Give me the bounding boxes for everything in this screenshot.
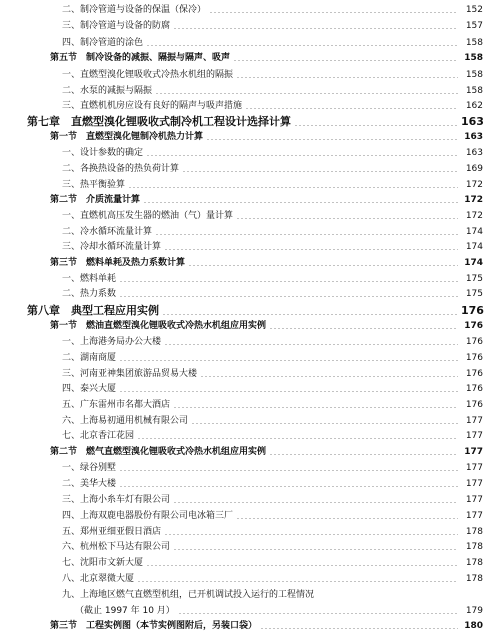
toc-entry[interactable] [62,352,483,364]
toc-entry[interactable] [62,85,483,97]
toc-dot-leader [188,265,458,266]
toc-dot-leader [260,628,458,629]
toc-dot-leader [269,454,458,455]
toc-entry-title: 二、湖南商厦 [62,353,117,363]
toc-page-number: 162 [465,101,483,111]
toc-dot-leader [236,218,458,219]
toc-page-number: 178 [465,558,483,568]
toc-entry-title: 二、各换热设备的热负荷计算 [62,164,180,174]
toc-dot-leader [119,296,458,297]
toc-dot-leader [128,187,458,188]
toc-entry[interactable] [62,241,483,253]
toc-entry[interactable] [62,147,483,159]
toc-entry-title: 第三节 工程实例图（本节实例图附后，另装口袋） [50,621,258,631]
toc-page-number: 176 [465,400,483,410]
toc-entry[interactable] [27,115,483,129]
toc-page-number: 158 [464,53,483,63]
toc-page-number: 179 [465,606,483,616]
toc-entry[interactable] [50,620,483,632]
toc-entry-title: 第三节 燃料单耗及热力系数计算 [50,258,186,268]
toc-dot-leader [119,486,458,487]
toc-entry-title: 三、制冷管道与设备的防腐 [62,21,171,31]
toc-entry-title: 四、制冷管道的涂色 [62,38,144,48]
toc-entry[interactable] [27,304,483,318]
toc-entry[interactable] [62,210,483,222]
toc-entry[interactable] [62,20,483,32]
toc-dot-leader [164,249,458,250]
toc-entry[interactable] [62,100,483,112]
toc-page-number: 163 [465,148,483,158]
toc-entry-title: 七、沈阳市文新大厦 [62,558,144,568]
toc-dot-leader [178,613,458,614]
toc-entry-title: 第一节 直燃型溴化锂制冷机热力计算 [50,132,204,142]
toc-page-number: 158 [465,86,483,96]
toc-entry-title: 第二节 燃气直燃型溴化锂吸收式冷热水机组应用实例 [50,447,267,457]
toc-page-number: 176 [465,384,483,394]
toc-page-number: 152 [465,5,483,15]
toc-entry[interactable] [62,462,483,474]
toc-entry[interactable] [50,257,483,269]
toc-dot-leader [236,518,458,519]
toc-dot-leader [173,407,458,408]
toc-entry-title: 三、河南亚神集团旅游品贸易大楼 [62,369,198,379]
toc-entry-title: 第一节 燃油直燃型溴化锂吸收式冷热水机组应用实例 [50,321,267,331]
toc-dot-leader [173,502,458,503]
toc-page-number: 176 [461,304,484,317]
toc-entry-title: 五、郑州亚细亚假日酒店 [62,527,162,537]
toc-dot-leader [245,108,458,109]
toc-dot-leader [191,423,458,424]
toc-page-number: 163 [464,132,483,142]
toc-dot-leader [155,93,458,94]
toc-page-number: 172 [465,180,483,190]
toc-page-number: 158 [465,38,483,48]
toc-page-number: 174 [465,227,483,237]
toc-entry-title: （截止 1997 年 10 月） [75,606,175,616]
toc-entry[interactable] [50,52,483,64]
toc-entry[interactable] [62,69,483,81]
toc-dot-leader [206,139,458,140]
toc-entry-title: 九、上海地区燃气直燃型机组，已开机调试投入运行的工程情况 [62,590,315,600]
toc-dot-leader [164,534,458,535]
toc-dot-leader [173,549,458,550]
toc-page-number: 172 [464,195,483,205]
toc-entry[interactable] [62,526,483,538]
toc-page-number: 180 [464,621,483,631]
toc-dot-leader [119,470,458,471]
toc-page-number: 175 [465,274,483,284]
toc-entry[interactable] [62,288,483,300]
toc-page-number: 172 [465,211,483,221]
toc-entry[interactable] [62,4,483,16]
toc-entry-title: 二、水泵的减振与隔振 [62,86,153,96]
toc-entry[interactable] [50,194,483,206]
toc-dot-leader [143,202,458,203]
toc-dot-leader [236,77,458,78]
toc-dot-leader [119,281,458,282]
toc-page-number: 178 [465,574,483,584]
toc-entry-title: 一、直燃机高压发生器的燃油（气）量计算 [62,211,234,221]
toc-entry[interactable] [62,336,483,348]
toc-entry[interactable] [62,541,483,553]
toc-dot-leader [182,171,458,172]
toc-entry[interactable] [62,573,483,585]
toc-page-number: 176 [465,369,483,379]
toc-entry-title: 四、上海双鹿电器股份有限公司电冰箱三厂 [62,511,234,521]
toc-dot-leader [173,28,458,29]
toc-entry-title: 一、设计参数的确定 [62,148,144,158]
toc-entry[interactable] [62,273,483,285]
toc-dot-leader [155,234,458,235]
toc-dot-leader [164,344,458,345]
toc-page-number: 176 [464,321,483,331]
toc-dot-leader [200,376,458,377]
toc-dot-leader [233,60,458,61]
toc-entry[interactable] [50,320,483,332]
toc-entry-title: 三、上海小糸车灯有限公司 [62,495,171,505]
toc-entry-title: 五、广东雷州市名都大酒店 [62,400,171,410]
toc-entry[interactable] [62,368,483,380]
toc-page-number: 158 [465,70,483,80]
toc-entry[interactable] [62,415,483,427]
toc-dot-leader [269,328,458,329]
toc-dot-leader [146,45,458,46]
toc-page-number: 163 [461,115,484,128]
toc-entry[interactable] [62,430,483,442]
toc-entry-title: 第八章 典型工程应用实例 [27,304,159,317]
toc-entry-title: 三、冷却水循环流量计算 [62,242,162,252]
toc-entry-title: 六、上海易初通用机械有限公司 [62,416,189,426]
toc-entry-title: 二、热力系数 [62,289,117,299]
toc-entry-title: 一、绿谷别墅 [62,463,117,473]
toc-entry[interactable] [62,494,483,506]
toc-page-number: 174 [465,242,483,252]
toc-entry-title: 七、北京香江花园 [62,431,135,441]
toc-entry[interactable] [62,557,483,569]
toc-entry[interactable] [50,446,483,458]
toc-dot-leader [209,12,458,13]
toc-entry[interactable] [62,226,483,238]
toc-page-number: 177 [465,416,483,426]
toc-page-number: 178 [465,542,483,552]
toc-entry-title: 第五节 制冷设备的减振、隔振与隔声、吸声 [50,53,231,63]
toc-entry-title: 三、直燃机机房应设有良好的隔声与吸声措施 [62,101,243,111]
toc-dot-leader [119,391,458,392]
toc-page-number: 177 [465,495,483,505]
toc-entry[interactable] [50,131,483,143]
toc-entry-title: 八、北京翠微大厦 [62,574,135,584]
toc-page-number: 177 [465,511,483,521]
toc-dot-leader [119,360,458,361]
toc-page-number: 176 [465,337,483,347]
toc-page-number: 177 [464,447,483,457]
toc-page-number: 174 [464,258,483,268]
toc-page-number: 157 [465,21,483,31]
toc-page-number: 178 [465,527,483,537]
toc-entry[interactable] [62,163,483,175]
toc-entry-title: 三、热平衡验算 [62,180,126,190]
toc-page-number: 177 [465,463,483,473]
toc-dot-leader [137,581,458,582]
toc-dot-leader [294,125,458,126]
toc-entry-title: 四、泰兴大厦 [62,384,117,394]
toc-entry-title: 第二节 介质流量计算 [50,195,141,205]
toc-entry-title: 二、美华大楼 [62,479,117,489]
toc-dot-leader [146,155,458,156]
toc-entry-title: 二、冷水循环流量计算 [62,227,153,237]
toc-dot-leader [137,438,458,439]
toc-entry-title: 一、直燃型溴化锂吸收式冷热水机组的隔振 [62,70,234,80]
toc-page-number: 177 [465,431,483,441]
toc-entry-title: 六、杭州松下马达有限公司 [62,542,171,552]
toc-entry[interactable] [62,37,483,49]
toc-entry[interactable] [62,589,483,601]
toc-entry-title: 第七章 直燃型溴化锂吸收式制冷机工程设计选择计算 [27,115,291,128]
toc-page-number: 169 [465,164,483,174]
toc-dot-leader [162,314,458,315]
toc-entry[interactable] [62,399,483,411]
toc-entry-title: 一、上海港务局办公大楼 [62,337,162,347]
toc-entry-title: 一、燃料单耗 [62,274,117,284]
toc-entry[interactable] [75,605,483,617]
toc-entry[interactable] [62,179,483,191]
toc-page-number: 176 [465,353,483,363]
toc-entry[interactable] [62,510,483,522]
toc-page-number: 175 [465,289,483,299]
toc-entry[interactable] [62,383,483,395]
toc-entry-title: 二、制冷管道与设备的保温（保冷） [62,5,207,15]
toc-page-number: 177 [465,479,483,489]
toc-dot-leader [146,565,458,566]
toc-entry[interactable] [62,478,483,490]
